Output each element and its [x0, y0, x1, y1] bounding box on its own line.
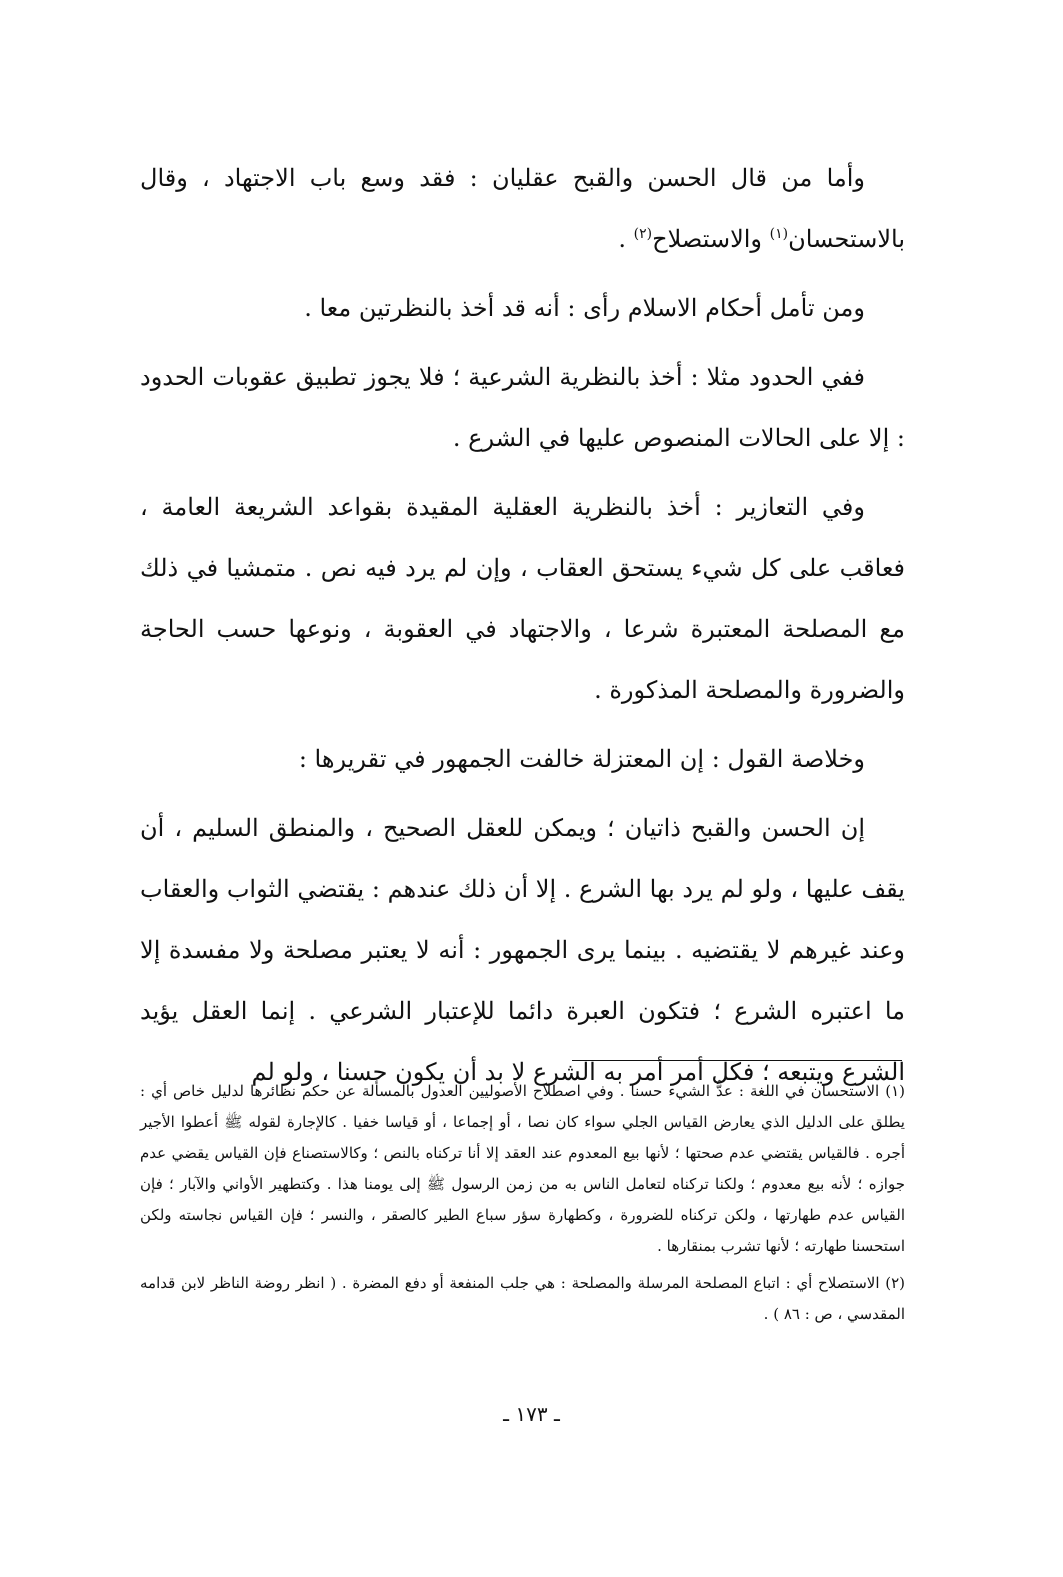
footnote-separator	[572, 1060, 902, 1061]
footnote-ref-1[interactable]: (١)	[769, 226, 789, 242]
paragraph-2: ومن تأمل أحكام الاسلام رأى : أنه قد أخذ بالنظرتين معا .	[304, 294, 865, 322]
footnote-ref-2[interactable]: (٢)	[633, 226, 653, 242]
paragraph-6: إن الحسن والقبح ذاتيان ؛ ويمكن للعقل الصحيح ، والمنطق السليم ، أن يقف عليها ، ولو لم يرد بها الشرع . إلا أن ذلك عندهم : يقتضي الثواب والعقاب وعند غيرهم لا يقتضيه . بينما يرى الجمهور : أنه لا يعتبر مصلحة ولا مفسدة إلا ما اعتبره الشرع ؛ فتكون العبرة دائما للإعتبار الشرعي . إنما العقل يؤيد الشرع ويتبعه ؛ فكل أمر أمر به الشرع لا بد أن يكون حسنا ، ولو لم	[140, 814, 905, 1086]
footnotes	[140, 1076, 905, 1330]
paragraph-5: وخلاصة القول : إن المعتزلة خالفت الجمهور في تقريرها :	[298, 745, 865, 773]
main-text	[140, 148, 905, 1111]
footnote-1: (١) الاستحسان في اللغة : عدُّ الشيء حسنا . وفي اصطلاح الأصوليين العدول بالمسألة عن حكم نظائرها لدليل خاص أي : يطلق على الدليل الذي يعارض القياس الجلي سواء كان نصا ، أو إجماعا ، أو قياسا خفيا . كالإجارة لقوله ﷺ أعطوا الأجير أجره . فالقياس يقتضي عدم صحتها ؛ لأنها بيع المعدوم عند العقد إلا أنا تركناه بالنص ؛ وكالاستصناع فإن القياس يقضي عدم جوازه ؛ لأنه بيع معدوم ؛ ولكنا تركناه لتعامل الناس به من زمن الرسول ﷺ إلى يومنا هذا . وكتطهير الأواني والآبار ؛ فإن القياس عدم طهارتها ، ولكن تركناه للضرورة ، وكطهارة سؤر سباع الطير كالصقر ، والنسر ؛ فإن القياس نجاسته ولكن استحسنا طهارته ؛ لأنها تشرب بمنقارها .	[140, 1082, 905, 1255]
paragraph-1: وأما من قال الحسن والقبح عقليان : فقد وسع باب الاجتهاد ، وقال بالاستحسان$^{(١)}$ والاستصلاح$^{(٢)}$ .	[140, 164, 905, 253]
paragraph-3: ففي الحدود مثلا : أخذ بالنظرية الشرعية ؛ فلا يجوز تطبيق عقوبات الحدود : إلا على الحالات المنصوص عليها في الشرع .	[140, 363, 905, 452]
paragraph-4: وفي التعازير : أخذ بالنظرية العقلية المقيدة بقواعد الشريعة العامة ، فعاقب على كل شيء يستحق العقاب ، وإن لم يرد فيه نص . متمشيا في ذلك مع المصلحة المعتبرة شرعا ، والاجتهاد في العقوبة ، ونوعها حسب الحاجة والضرورة والمصلحة المذكورة .	[140, 493, 905, 704]
footnote-2: (٢) الاستصلاح أي : اتباع المصلحة المرسلة والمصلحة : هي جلب المنفعة أو دفع المضرة . ( انظر روضة الناظر لابن قدامه المقدسي ، ص : ٨٦ ) .	[140, 1274, 905, 1323]
page-number: ـ ١٧٣ ـ	[503, 1402, 560, 1426]
